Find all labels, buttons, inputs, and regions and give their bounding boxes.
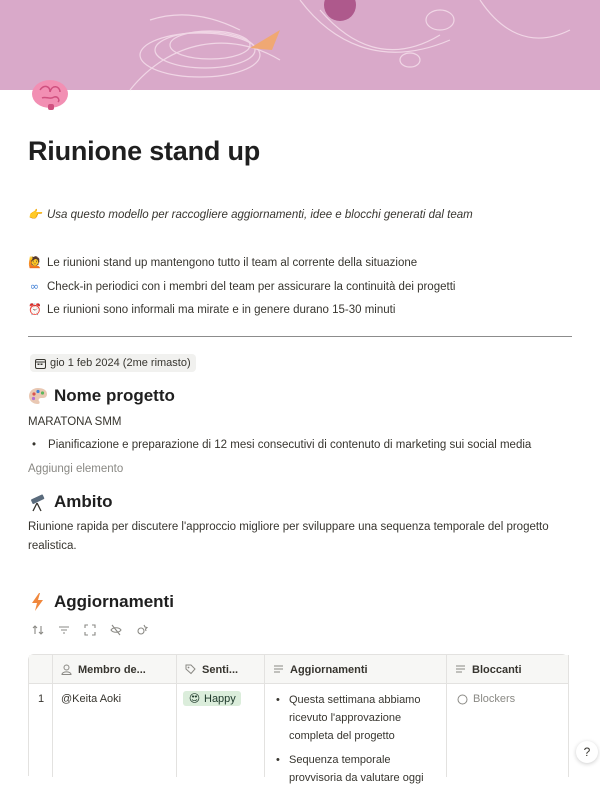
sentiment-label: Happy xyxy=(204,692,236,705)
list-item-text: Pianificazione e preparazione di 12 mesi consecutivi di contenuto di marketing sui social media xyxy=(48,439,532,451)
add-item-link[interactable]: Aggiungi elemento xyxy=(28,463,124,475)
info-line-text: Check-in periodici con i membri del team per assicurare la continuità dei progetti xyxy=(47,280,456,293)
automation-icon[interactable] xyxy=(134,622,149,637)
help-button[interactable]: ? xyxy=(576,741,598,763)
column-header-text: Bloccanti xyxy=(472,663,522,676)
status-circle-icon xyxy=(457,694,468,705)
column-header-text: Aggiornamenti xyxy=(290,663,368,676)
heading-scope[interactable] xyxy=(28,492,113,512)
calendar-icon xyxy=(35,358,46,369)
info-line-2 xyxy=(28,280,455,293)
heading-text: Nome progetto xyxy=(54,386,175,405)
text-lines-icon xyxy=(273,664,284,675)
blockers-text: Blockers xyxy=(473,693,516,705)
palette-icon xyxy=(28,386,48,406)
column-header-blockers[interactable] xyxy=(447,655,522,684)
expand-icon[interactable] xyxy=(82,622,97,637)
hide-icon[interactable] xyxy=(108,622,123,637)
text-lines-icon xyxy=(455,664,466,675)
column-header-sentiment[interactable] xyxy=(177,655,238,684)
filter-icon[interactable] xyxy=(56,622,71,637)
heart-eyes-icon: 😍 xyxy=(188,692,201,705)
heading-text: Ambito xyxy=(54,492,113,511)
lightning-icon xyxy=(28,592,48,612)
sentiment-cell[interactable] xyxy=(183,691,241,706)
column-header-updates[interactable] xyxy=(265,655,368,684)
cover-artwork xyxy=(0,0,600,90)
callout-text: Usa questo modello per raccogliere aggiornamenti, idee e blocchi generati dal team xyxy=(47,208,473,221)
brain-icon[interactable] xyxy=(28,72,72,116)
infinity-icon: ∞ xyxy=(29,280,40,293)
person-icon: 🙋 xyxy=(28,256,42,269)
heading-text: Aggiornamenti xyxy=(54,592,174,611)
divider xyxy=(28,336,572,337)
person-icon xyxy=(61,664,72,675)
column-header-text: Membro de... xyxy=(78,663,146,676)
column-header-text: Senti... xyxy=(202,663,239,676)
info-line-1 xyxy=(28,256,417,269)
page-cover[interactable] xyxy=(0,0,600,90)
updates-cell[interactable] xyxy=(273,691,443,793)
list-item: • Questa settimana abbiamo ricevuto l'approvazione completa del progetto xyxy=(273,691,443,745)
telescope-icon xyxy=(28,492,48,512)
date-text: gio 1 feb 2024 (2me rimasto) xyxy=(50,357,191,369)
date-mention[interactable] xyxy=(30,354,196,372)
status-badge xyxy=(183,691,241,706)
list-item: • Sequenza temporale provvisoria da valutare oggi xyxy=(273,751,443,787)
heading-project-name[interactable] xyxy=(28,386,175,406)
info-line-text: Le riunioni stand up mantengono tutto il team al corrente della situazione xyxy=(47,256,418,269)
database-toolbar xyxy=(30,622,149,637)
index-column xyxy=(29,655,53,777)
page-title[interactable]: Riunione stand up xyxy=(28,136,261,166)
scope-text-line-2[interactable]: realistica. xyxy=(28,540,77,552)
tag-icon xyxy=(185,664,196,675)
member-cell[interactable]: @Keita Aoki xyxy=(61,693,122,705)
list-item[interactable] xyxy=(32,439,531,451)
pointing-hand-icon: 👉 xyxy=(28,208,42,221)
scope-text-line-1[interactable]: Riunione rapida per discutere l'approccio migliore per sviluppare una sequenza temporale del progetto xyxy=(28,521,549,533)
sort-icon[interactable] xyxy=(30,622,45,637)
info-line-text: Le riunioni sono informali ma mirate e in genere durano 15-30 minuti xyxy=(47,303,396,316)
template-callout xyxy=(28,208,473,221)
alarm-clock-icon: ⏰ xyxy=(28,303,42,316)
info-line-3 xyxy=(28,303,395,316)
updates-table xyxy=(28,654,568,784)
blockers-cell[interactable] xyxy=(457,693,515,705)
bullet-dot: • xyxy=(32,439,37,451)
column-header-member[interactable] xyxy=(53,655,146,684)
project-name[interactable]: MARATONA SMM xyxy=(28,416,122,428)
heading-updates[interactable] xyxy=(28,592,174,612)
row-index: 1 xyxy=(38,693,45,705)
